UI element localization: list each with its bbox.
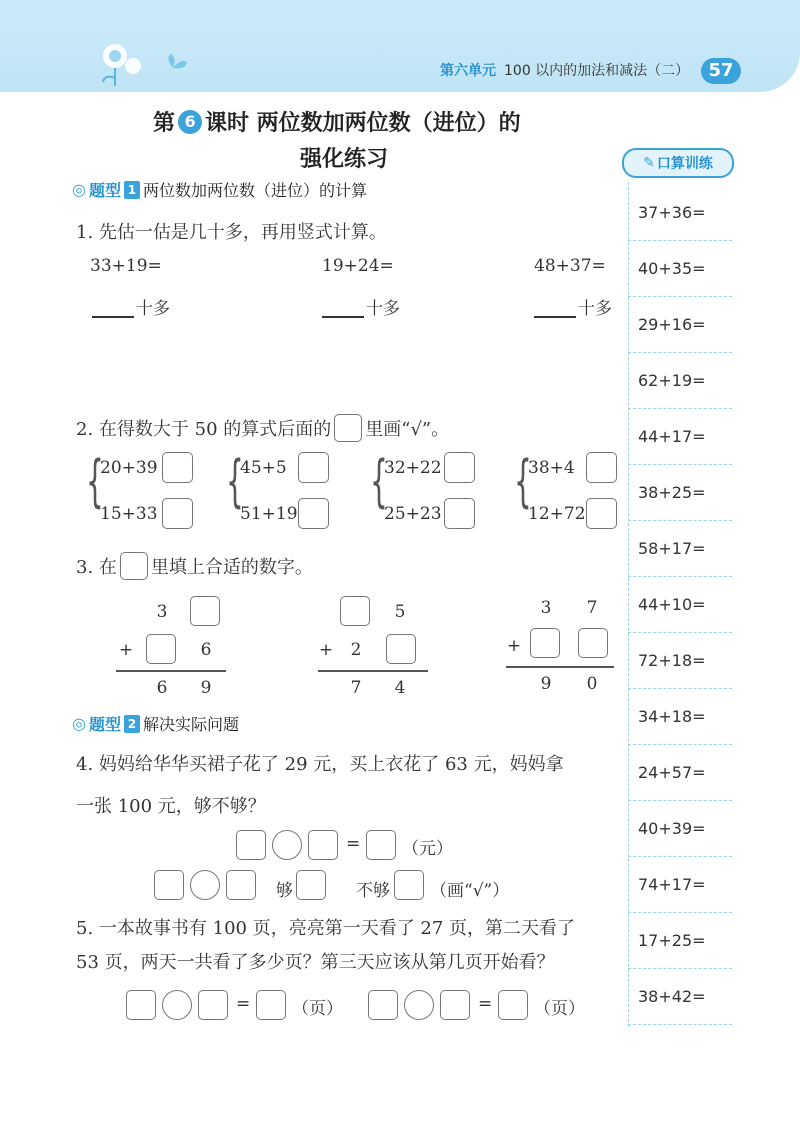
sidebar-item: 29+16=: [638, 315, 706, 334]
q3-text-a: 3. 在: [76, 557, 117, 578]
lesson-title-line1: [153, 106, 521, 137]
page-number-badge: [701, 58, 741, 84]
q1-text: 1. 先估一估是几十多，再用竖式计算。: [76, 222, 387, 243]
target-icon: ◎: [72, 714, 86, 733]
q1-blank-3[interactable]: [534, 316, 576, 318]
q3-text-b: 里填上合适的数字。: [150, 557, 313, 578]
sidebar-item: 40+35=: [638, 259, 706, 278]
q3-digit: 2: [350, 640, 362, 660]
target-icon: ◎: [72, 180, 86, 199]
q4-line2: 一张 100 元，够不够？: [76, 796, 266, 817]
sum-line: [116, 670, 226, 672]
q4-answer-box[interactable]: [308, 830, 338, 860]
q4-unit: （元）: [402, 839, 453, 859]
brace: {: [514, 449, 532, 514]
header-topic: 100 以内的加法和减法（二）: [504, 63, 690, 79]
q1-suffix-2: 十多: [366, 299, 400, 319]
q1-expr-3: 48+37=: [534, 256, 606, 276]
q3-digit: 4: [394, 678, 406, 698]
q4-line1: 4. 妈妈给华华买裙子花了 29 元，买上衣花了 63 元，妈妈拿: [76, 754, 564, 775]
sidebar-item: 37+36=: [638, 203, 706, 222]
sidebar-item: 17+25=: [638, 931, 706, 950]
q5-answer-box[interactable]: [368, 990, 398, 1020]
title-line1-rest: 课时 两位数加两位数（进位）的: [205, 111, 521, 136]
q3-digit: 5: [394, 602, 406, 622]
q5-answer-box[interactable]: [198, 990, 228, 1020]
equals-sign: =: [236, 994, 251, 1014]
q4-operator-circle[interactable]: [272, 830, 302, 860]
equals-sign: =: [346, 834, 361, 854]
q3-digit: 3: [540, 598, 552, 618]
q5-line2: 53 页，两天一共看了多少页？第三天应该从第几页开始看？: [76, 952, 555, 973]
q2-answer-box[interactable]: [162, 452, 193, 483]
q3-digit-box[interactable]: [340, 596, 370, 626]
q3-digit: 7: [350, 678, 362, 698]
q2-text: [76, 414, 449, 442]
q3-digit-box[interactable]: [146, 634, 176, 664]
q3-digit: 7: [586, 598, 598, 618]
q2-expr: 32+22: [384, 458, 442, 478]
sidebar-item: 72+18=: [638, 651, 706, 670]
q1-expr-1: 33+19=: [90, 256, 162, 276]
q1-blank-1[interactable]: [92, 316, 134, 318]
q3-digit: 9: [200, 678, 212, 698]
q3-digit: 6: [156, 678, 168, 698]
q3-digit: 6: [200, 640, 212, 660]
plus-sign: +: [118, 640, 134, 660]
q5-unit: （页）: [534, 999, 585, 1019]
sidebar-item: 58+17=: [638, 539, 706, 558]
q1-expr-2: 19+24=: [322, 256, 394, 276]
sidebar-item: 34+18=: [638, 707, 706, 726]
q4-enough-label: 够: [276, 881, 293, 901]
sidebar-item: 62+19=: [638, 371, 706, 390]
q5-operator-circle[interactable]: [162, 990, 192, 1020]
q5-answer-box[interactable]: [440, 990, 470, 1020]
q3-digit-box[interactable]: [578, 628, 608, 658]
sidebar-item: 74+17=: [638, 875, 706, 894]
q3-digit: 9: [540, 674, 552, 694]
q2-answer-box[interactable]: [298, 452, 329, 483]
q4-operator-circle[interactable]: [190, 870, 220, 900]
plus-sign: +: [318, 640, 334, 660]
q3-digit: 0: [586, 674, 598, 694]
brace: {: [86, 449, 104, 514]
q2-expr: 12+72: [528, 504, 586, 524]
sidebar-item: 38+25=: [638, 483, 706, 502]
q5-operator-circle[interactable]: [404, 990, 434, 1020]
q5-answer-box[interactable]: [498, 990, 528, 1020]
brace: {: [226, 449, 244, 514]
plus-sign: +: [506, 636, 522, 656]
q2-text-a: 2. 在得数大于 50 的算式后面的: [76, 419, 332, 440]
q3-digit-box[interactable]: [190, 596, 220, 626]
q2-text-b: 里画“√”。: [365, 419, 450, 440]
type1-heading: [72, 178, 367, 201]
q2-answer-box[interactable]: [586, 498, 617, 529]
type1-title: 两位数加两位数（进位）的计算: [142, 181, 367, 200]
q3-digit-box[interactable]: [386, 634, 416, 664]
sidebar-item: 44+17=: [638, 427, 706, 446]
q5-line1: 5. 一本故事书有 100 页，亮亮第一天看了 27 页，第二天看了: [76, 918, 576, 939]
sidebar-item: 40+39=: [638, 819, 706, 838]
lesson-title-line2: 强化练习: [300, 147, 389, 172]
q4-enough-box[interactable]: [296, 870, 326, 900]
sidebar-item: 38+42=: [638, 987, 706, 1006]
flower-butterfly-decoration: [95, 38, 205, 88]
sidebar-logo-text: 口算训练: [656, 156, 713, 172]
q2-expr: 51+19: [240, 504, 298, 524]
q2-expr: 25+23: [384, 504, 442, 524]
q4-answer-box[interactable]: [366, 830, 396, 860]
q4-answer-box[interactable]: [154, 870, 184, 900]
q2-answer-box[interactable]: [298, 498, 329, 529]
q2-answer-box[interactable]: [586, 452, 617, 483]
q2-expr: 38+4: [528, 458, 575, 478]
sum-line: [318, 670, 428, 672]
q4-not-enough-label: 不够: [356, 881, 390, 901]
sum-line: [506, 666, 614, 668]
q4-answer-box[interactable]: [226, 870, 256, 900]
q3-digit: 3: [156, 602, 168, 622]
q2-expr: 45+5: [240, 458, 287, 478]
q5-answer-box[interactable]: [256, 990, 286, 1020]
q3-text: [76, 552, 313, 580]
q1-blank-2[interactable]: [322, 316, 364, 318]
q2-answer-box[interactable]: [444, 452, 475, 483]
q2-expr: 20+39: [100, 458, 158, 478]
equals-sign: =: [478, 994, 493, 1014]
q3-inline-box: [120, 552, 148, 580]
q4-hint: （画“√”）: [430, 881, 510, 901]
type2-title: 解决实际问题: [142, 715, 239, 734]
type1-label: 题型: [88, 181, 121, 200]
sidebar-logo: [622, 148, 734, 178]
type1-number: 1: [124, 181, 140, 199]
q4-answer-box[interactable]: [236, 830, 266, 860]
q1-suffix-1: 十多: [136, 299, 170, 319]
q2-inline-box: [334, 414, 362, 442]
q5-answer-box[interactable]: [126, 990, 156, 1020]
title-prefix: 第: [153, 111, 176, 136]
q1-suffix-3: 十多: [578, 299, 612, 319]
sidebar-divider: [628, 182, 629, 1027]
header-unit: 第六单元: [440, 63, 496, 79]
q2-expr: 15+33: [100, 504, 158, 524]
page-number: 57: [708, 60, 734, 81]
type2-heading: [72, 712, 239, 735]
q5-unit: （页）: [292, 999, 343, 1019]
sidebar-item: 44+10=: [638, 595, 706, 614]
brace: {: [370, 449, 388, 514]
sidebar-item: 24+57=: [638, 763, 706, 782]
type2-number: 2: [124, 715, 140, 733]
q4-not-enough-box[interactable]: [394, 870, 424, 900]
type2-label: 题型: [88, 715, 121, 734]
q2-answer-box[interactable]: [162, 498, 193, 529]
q3-digit-box[interactable]: [530, 628, 560, 658]
lesson-number-badge: 6: [178, 110, 202, 134]
pencil-icon: ✎: [643, 155, 655, 171]
q2-answer-box[interactable]: [444, 498, 475, 529]
